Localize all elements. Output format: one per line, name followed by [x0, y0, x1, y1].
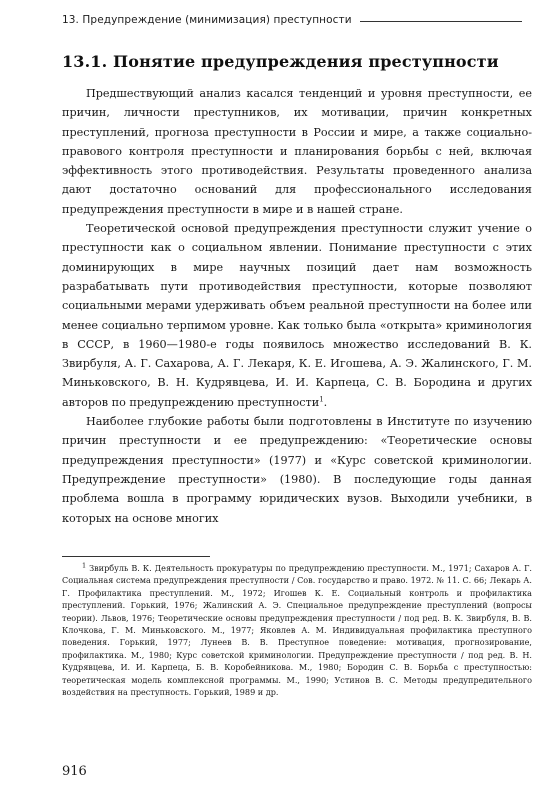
footnote-separator — [62, 556, 210, 557]
paragraph: Теоретической основой предупреждения преступности служит учение о преступности как о социальном явлении. Понимание преступности с этих доминирующих в мире научных позиций дает нам возможность разрабатывать пути противодействия преступности, которые позволяют социальными мерами удерживать объем реальной преступности на более или менее социально терпимом уровне. Как только была «открыта» криминология в СССР, в 1960—1980-е годы появилось множество исследований В. К. Звирбуля, А. Г. Сахарова, А. Г. Лекаря, К. Е. Игошева, А. Э. Жалинского, Г. М. Миньковского, В. Н. Кудрявцева, И. И. Карпеца, С. В. Бородина и других авторов по предупреждению преступности$^1$. — [62, 222, 532, 409]
footnote-marker: 1 — [82, 561, 87, 570]
body-text — [62, 84, 532, 528]
header-rule — [360, 21, 522, 22]
footnote-reference[interactable]: 1 — [319, 395, 324, 404]
section-title: 13.1. Понятие предупреждения преступности — [62, 52, 499, 71]
running-header-text: 13. Предупреждение (минимизация) преступности — [62, 14, 352, 26]
running-header — [62, 14, 522, 26]
footnote-text: Звирбуль В. К. Деятельность прокуратуры по предупреждению преступности. М., 1971; Сахаров А. Г. Социальная система предупреждения преступности / Сов. государство и право. 1972. № 11. С. 66; Лекарь А. Г. Профилактика преступлений. М., 1972; Игошев К. Е. Социальный контроль и профилактика преступлений. Горький, 1976; Жалинский А. Э. Специальное предупреждение преступлений (вопросы теории). Львов, 1976; Теоретические основы предупреждения преступности / под ред. В. К. Звирбуля, В. В. Клочкова, Г. М. Миньковского. М., 1977; Яковлев А. М. Индивидуальная профилактика преступного поведения. Горький, 1977; Лунеев В. В. Преступное поведение: мотивация, прогнозирование, профилактика. М., 1980; Курс советской криминологии. Предупреждение преступности / под ред. В. Н. Кудрявцева, И. И. Карпеца, Б. В. Коробейникова. М., 1980; Бородин С. В. Борьба с преступностью: теоретическая модель комплексной программы. М., 1990; Устинов В. С. Методы предупредительного воздействия на преступность. Горький, 1989 и др. — [62, 563, 532, 698]
page-number: 916 — [62, 764, 87, 779]
paragraph: Предшествующий анализ касался тенденций и уровня преступности, ее причин, личности преступников, их мотивации, причин конкретных преступлений, прогноза преступности в России и мире, а также социально-правового контроля преступности и планирования борьбы с ней, включая эффективность этого противодействия. Результаты проведенного анализа дают достаточно оснований для профессионального исследования предупреждения преступности в мире и в нашей стране. — [62, 87, 532, 216]
paragraph: Наиболее глубокие работы были подготовлены в Институте по изучению причин преступности и ее предупреждению: «Теоретические основы предупреждения преступности» (1977) и «Курс советской криминологии. Предупреждение преступности» (1980). В последующие годы данная проблема вошла в программу юридических вузов. Выходили учебники, в которых на основе многих — [62, 415, 532, 525]
paragraph-text: Теоретической основой предупреждения преступности служит учение о преступности как о социальном явлении. Понимание преступности с этих доминирующих в мире научных позиций дает нам возможность разрабатывать пути противодействия преступности, которые позволяют социальными мерами удерживать объем реальной преступности на более или менее социально терпимом уровне. Как только была «открыта» криминология в СССР, в 1960—1980-е годы появилось множество исследований В. К. Звирбуля, А. Г. Сахарова, А. Г. Лекаря, К. Е. Игошева, А. Э. Жалинского, Г. М. Миньковского, В. Н. Кудрявцева, И. И. Карпеца, С. В. Бородина и других авторов по предупреждению преступности — [62, 222, 532, 409]
footnote — [62, 562, 532, 698]
